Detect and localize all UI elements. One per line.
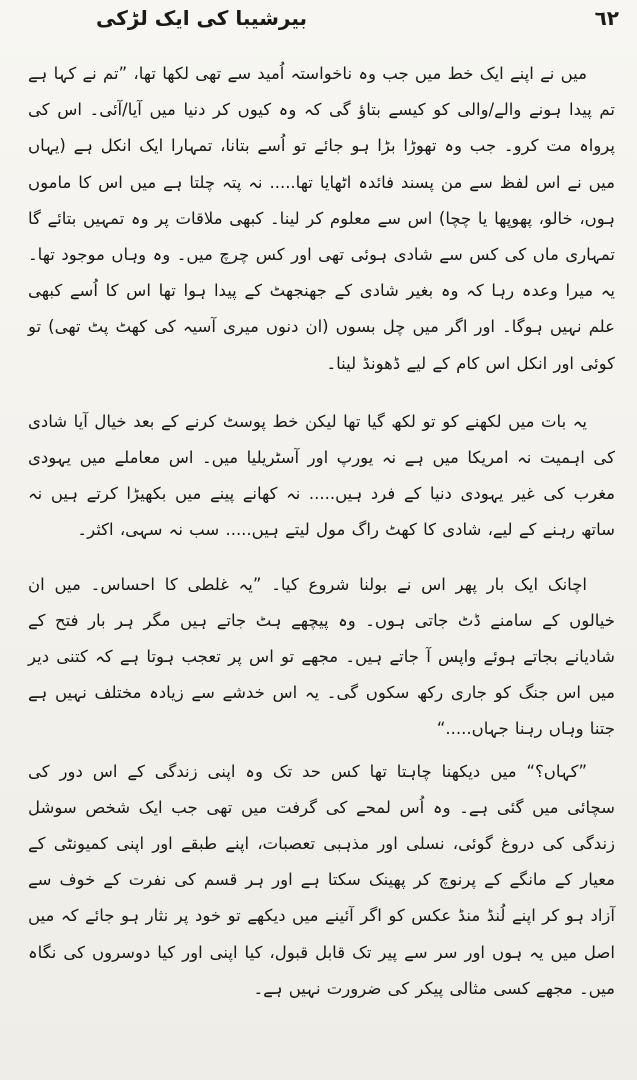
page-number: ٦٢: [594, 6, 619, 30]
paragraph-3: اچانک ایک بار پھر اس نے بولنا شروع کیا۔ ”یہ غلطی کا احساس۔ میں ان خیالوں کے سامنے ڈٹ جاتی ہوں۔ وہ پیچھے ہٹ جاتے ہیں مگر ہر بار فتح کے شادیانے بجاتے ہوئے واپس آ جاتے ہیں۔ مجھے تو اس پر تعجب ہوتا ہے کہ کتنی دیر میں اس جنگ کو جاری رکھ سکوں گی۔ یہ اس خدشے سے زیادہ مختلف نہیں ہے جتنا وہاں رہنا جہاں.....“: [28, 574, 615, 739]
paragraph-1: میں نے اپنے ایک خط میں جب وہ ناخواستہ اُمید سے تھی لکھا تھا، ”تم نے کہا ہے تم پیدا ہونے والے/والی کو کیسے بتاؤ گی کہ وہ کیوں کر دنیا میں آیا/آئی۔ اس کی پرواہ مت کرو۔ جب وہ تھوڑا بڑا ہو جائے تو اُسے بتانا، تمہارا ایک انکل ہے (یہاں میں نے اس لفظ سے من پسند فائدہ اٹھایا تھا..... نہ پتہ چلتا ہے میں اس کا ماموں ہوں، خالو، پھوپھا یا چچا) اس سے معلوم کر لینا۔ کبھی ملاقات پر وہ تمہیں بتائے گا تمہاری ماں کی کس سے شادی ہوئی تھی اور کس چرچ میں۔ وہ وہاں موجود تھا۔ یہ میرا وعدہ رہا کہ وہ بغیر شادی کے جھنجھٹ کے پیدا ہوا تھا اس کا اُسے کبھی علم نہیں ہوگا۔ اور اگر میں چل بسوں (ان دنوں میری آسیہ کی کھٹ پٹ تھی) تو کوئی اور انکل اس کام کے لیے ڈھونڈ لینا۔: [28, 64, 615, 373]
paragraph-4: ”کہاں؟“ میں دیکھنا چاہتا تھا کس حد تک وہ اپنی زندگی کے اس دور کی سچائی میں گئی ہے۔ وہ اُس لمحے کی گرفت میں تھی جب ایک شخص سوشل زندگی کی دروغ گوئی، نسلی اور مذہبی تعصبات، اپنے طبقے اور اپنی کمیونٹی کے معیار کے مانگے کے پرنوچ کر پھینک سکتا ہے اور ہر قسم کی نفرت کے خوف سے آزاد ہو کر اپنے لُنڈ منڈ عکس کو اگر آئینے میں دیکھے تو خود پر نثار ہو جائے کہ میں اصل میں یہ ہوں اور سر سے پیر تک قابل قبول، کیا اپنی اور کیا دوسروں کی نگاہ میں۔ مجھے کسی مثالی پیکر کی ضرورت نہیں ہے۔: [28, 761, 615, 998]
running-title: بیرشیبا کی ایک لڑکی: [95, 6, 307, 30]
body-text: [28, 56, 615, 1017]
paragraph-2: یہ بات میں لکھنے کو تو لکھ گیا تھا لیکن خط پوسٹ کرنے کے بعد خیال آیا شادی کی اہمیت نہ امریکا میں ہے نہ یورپ اور آسٹریلیا میں۔ اس معاملے میں یہودی مغرب کی غیر یہودی دنیا کے فرد ہیں..... نہ کھانے پینے میں بکھیڑا کرتے ہیں نہ ساتھ رہنے کے لیے، شادی کا کھٹ راگ مول لیتے ہیں..... سب نہ سہی، اکثر۔: [28, 411, 615, 540]
page-header: [0, 0, 637, 40]
